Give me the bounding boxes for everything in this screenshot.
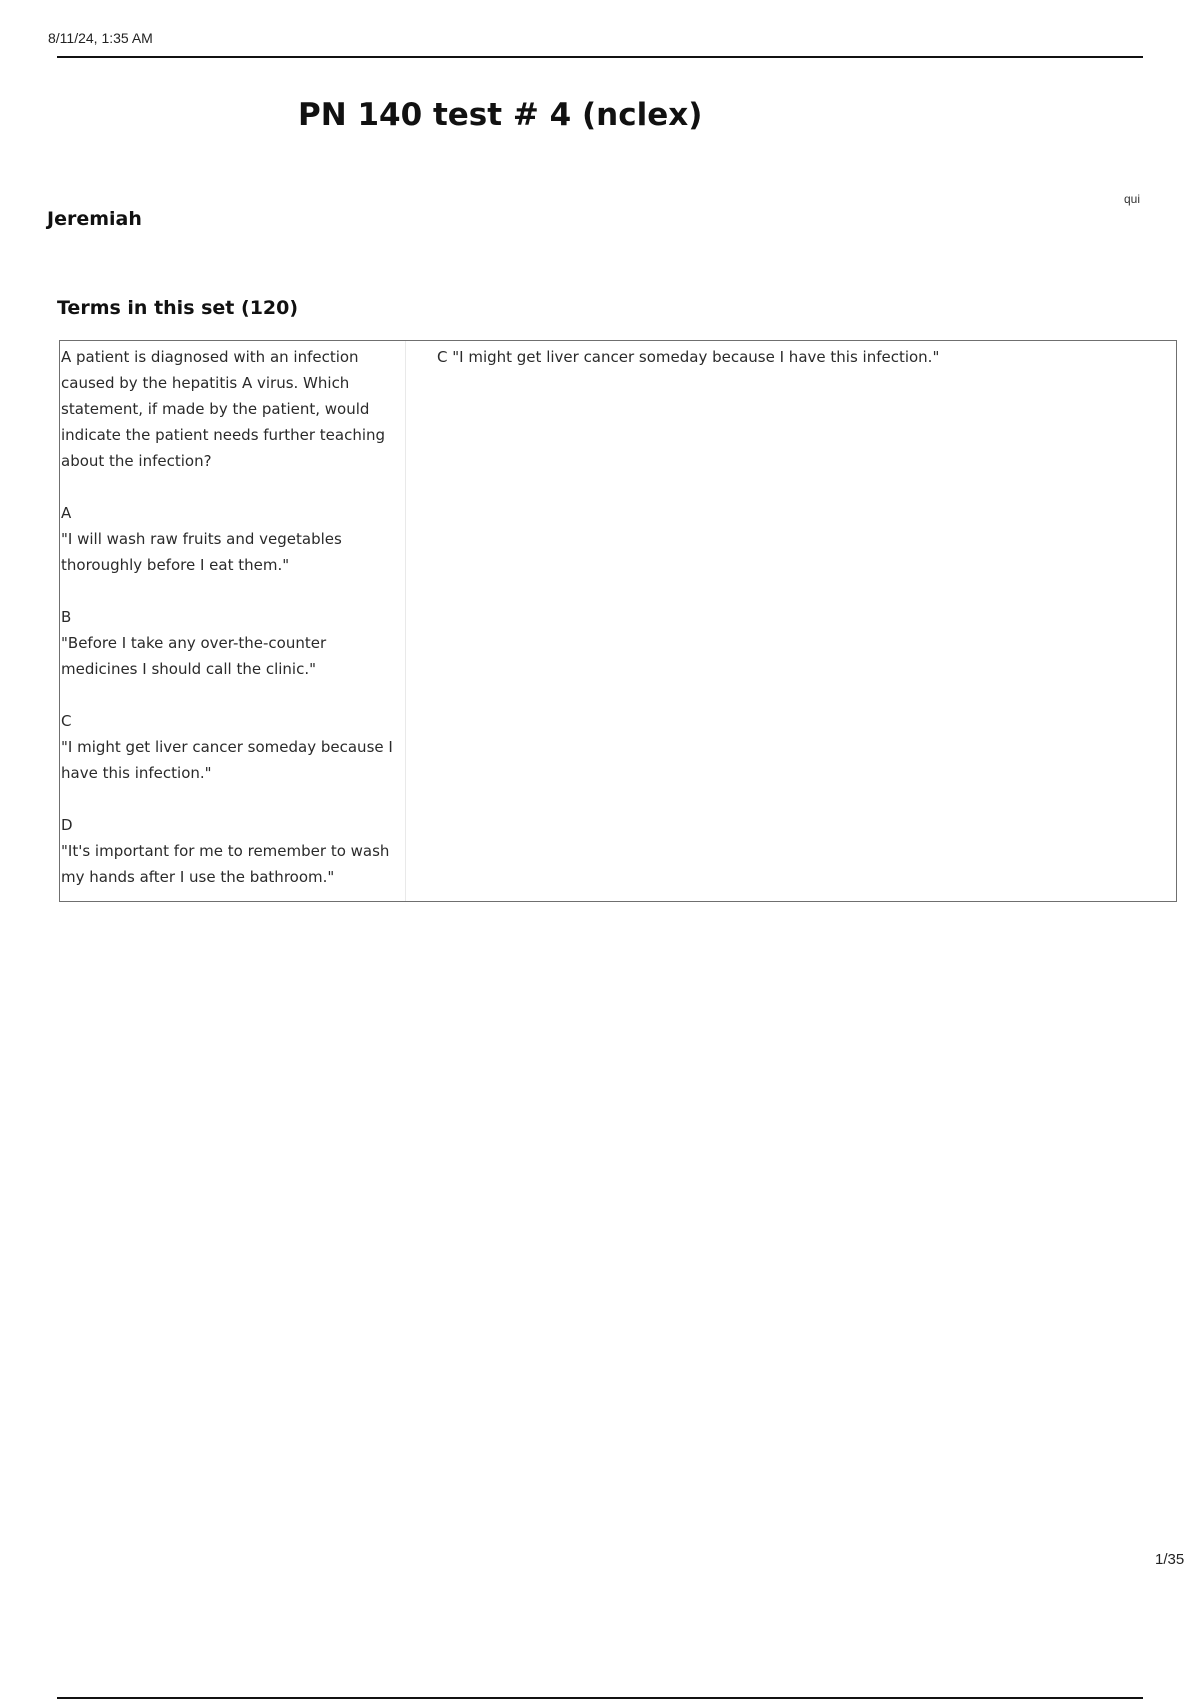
option-text: have this infection." bbox=[61, 764, 212, 782]
terms-heading: Terms in this set (120) bbox=[57, 297, 299, 319]
option-text: "I will wash raw fruits and vegetables bbox=[61, 530, 342, 548]
top-divider bbox=[57, 56, 1143, 58]
term-line: indicate the patient needs further teaching bbox=[61, 426, 386, 444]
option-text: medicines I should call the clinic." bbox=[61, 660, 317, 678]
spacer bbox=[61, 786, 405, 812]
spacer bbox=[61, 578, 405, 604]
author-name: Jeremiah bbox=[47, 208, 142, 230]
spacer bbox=[61, 682, 405, 708]
top-right-mark: qui bbox=[1124, 192, 1141, 206]
option-text: my hands after I use the bathroom." bbox=[61, 868, 335, 886]
spacer bbox=[61, 474, 405, 500]
card-term bbox=[60, 341, 406, 901]
term-line: about the infection? bbox=[61, 452, 212, 470]
term-line: statement, if made by the patient, would bbox=[61, 400, 370, 418]
flashcard bbox=[59, 340, 1177, 902]
option-letter: B bbox=[61, 608, 72, 626]
bottom-divider bbox=[57, 1697, 1143, 1699]
print-timestamp: 8/11/24, 1:35 AM bbox=[48, 30, 153, 46]
option-letter: C bbox=[61, 712, 72, 730]
option-letter: A bbox=[61, 504, 72, 522]
card-definition: C "I might get liver cancer someday because I have this infection." bbox=[437, 348, 940, 366]
option-text: "I might get liver cancer someday because I bbox=[61, 738, 393, 756]
option-text: "It's important for me to remember to wash bbox=[61, 842, 390, 860]
option-text: thoroughly before I eat them." bbox=[61, 556, 290, 574]
option-text: "Before I take any over-the-counter bbox=[61, 634, 327, 652]
page-number: 1/35 bbox=[1155, 1551, 1185, 1568]
option-letter: D bbox=[61, 816, 73, 834]
term-line: A patient is diagnosed with an infection bbox=[61, 348, 359, 366]
term-line: caused by the hepatitis A virus. Which bbox=[61, 374, 350, 392]
page-title: PN 140 test # 4 (nclex) bbox=[298, 97, 703, 133]
